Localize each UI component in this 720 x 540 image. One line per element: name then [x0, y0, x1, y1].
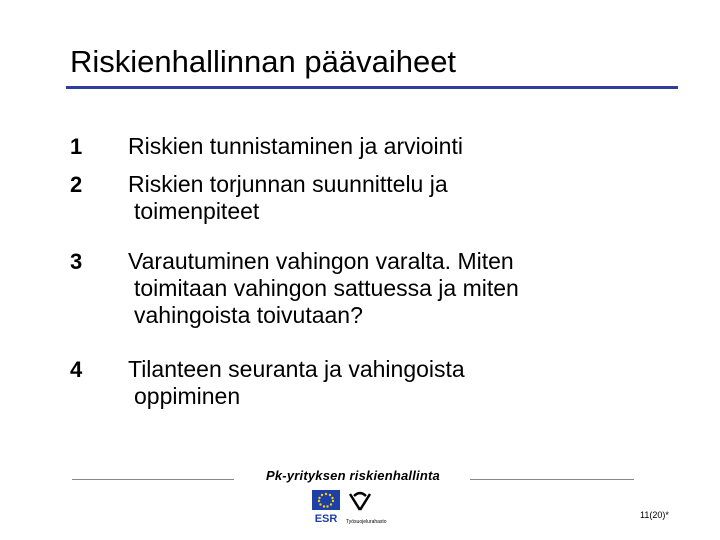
list-item	[128, 133, 628, 160]
svg-text:Työsuojelurahasto: Työsuojelurahasto	[346, 519, 387, 525]
item-number-2: 2	[70, 172, 83, 197]
item-text: oppiminen	[134, 383, 241, 409]
list-item	[128, 356, 628, 410]
item-text: Varautuminen vahingon varalta. Miten	[128, 248, 514, 274]
item-text: vahingoista toivutaan?	[134, 302, 363, 328]
partner-mark-icon	[344, 490, 394, 526]
partner-logo	[344, 490, 394, 531]
footer-banner: Pk-yrityksen riskienhallinta	[266, 468, 440, 483]
esr-logo	[310, 490, 342, 529]
item-text: Riskien torjunnan suunnittelu ja	[128, 171, 448, 197]
item-text: Tilanteen seuranta ja vahingoista	[128, 356, 465, 382]
list-item	[128, 171, 628, 225]
item-number-4: 4	[70, 357, 83, 382]
list-item	[128, 248, 628, 329]
item-text: Riskien tunnistaminen ja arviointi	[128, 133, 463, 159]
item-text: toimitaan vahingon sattuessa ja miten	[134, 275, 519, 301]
eu-flag-icon	[310, 490, 342, 524]
footer-rule-right	[470, 479, 634, 480]
page-number: 11(20)*	[640, 510, 669, 520]
item-number-1: 1	[70, 134, 83, 159]
item-text: toimenpiteet	[134, 198, 260, 224]
svg-text:ESR: ESR	[314, 513, 338, 524]
title-underline	[66, 86, 678, 89]
slide-title: Riskienhallinnan päävaiheet	[70, 44, 457, 79]
item-number-3: 3	[70, 249, 83, 274]
footer-rule-left	[72, 479, 234, 480]
